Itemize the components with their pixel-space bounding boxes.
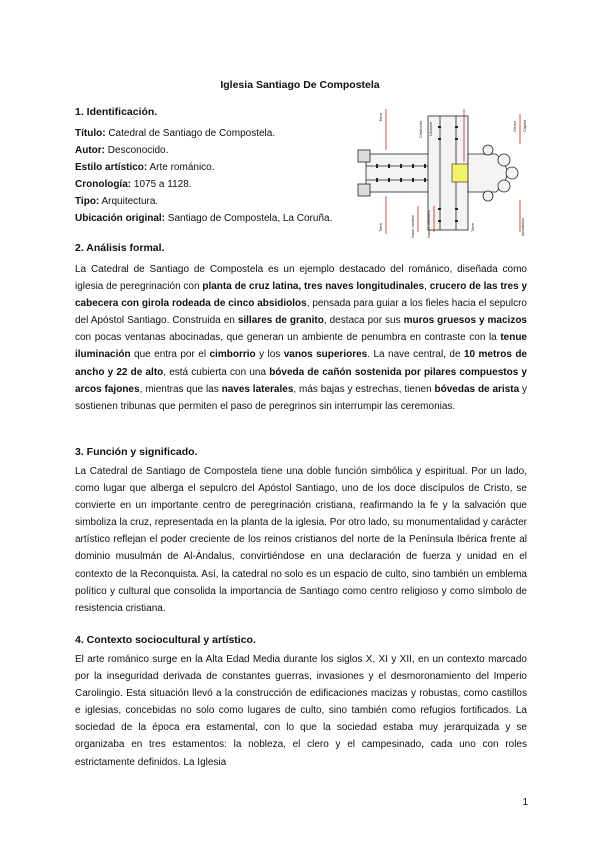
field-row (75, 176, 350, 193)
field-row (75, 142, 350, 159)
document-title: Iglesia Santiago De Compostela (220, 79, 380, 91)
section2-heading: 2. Análisis formal. (75, 242, 165, 254)
emphasis-text: vanos superiores (283, 349, 368, 361)
plan-label-capilla: Capilla (522, 119, 527, 132)
plan-label-torre-3: Torre (470, 222, 475, 232)
field-value: Arte románico. (149, 162, 215, 173)
section3-heading: 3. Función y significado. (75, 446, 198, 458)
plan-label-torre-1: Torre (378, 112, 383, 122)
emphasis-text: naves laterales (221, 383, 294, 395)
body-text: , está cubierta con una (163, 366, 270, 378)
emphasis-text: bóvedas de arista (434, 383, 520, 395)
field-label: Ubicación original: (75, 213, 166, 224)
field-row (75, 159, 350, 176)
plan-label-naves-laterales: Naves laterales (426, 210, 431, 238)
field-value: Arquitectura. (101, 196, 159, 207)
emphasis-text: crucero de las tres y cabecera con girola rodeada de cinco absidiolos (75, 281, 528, 310)
emphasis-text: 10 metros de ancho y 22 de alto (75, 349, 527, 378)
body-text: , mientras que las (139, 383, 222, 395)
plan-label-crucero: Crucero (428, 121, 433, 136)
body-text: . La nave central, de (367, 349, 464, 361)
identification-fields (75, 125, 350, 227)
plan-label-torre-2: Torre (378, 222, 383, 232)
field-label: Tipo: (75, 196, 100, 207)
section4-body: El arte románico surge en la Alta Edad Media durante los siglos X, XI y XII, en un contexto marcado por la inseguridad derivada de constantes guerras, invasiones y el desmoronamiento del Imperio Carolingio. Esta situación llevó a la construcción de edificaciones macizas y robustas, como castillos e iglesias, concebidas no solo como lugares de culto, sino también como refugios fortificados. La sociedad de la época era estamental, con lo que la sociedad estaba muy jerarquizada y se organizaba en tres estamentos: la nobleza, el clero y el campesinado, cada uno con roles estrictamente definidos. La Iglesia (75, 654, 527, 768)
field-value: Desconocido. (107, 145, 169, 156)
body-text: que entra por el (130, 349, 210, 361)
body-text: , (424, 281, 430, 293)
section3-body: La Catedral de Santiago de Compostela tiene una doble función simbólica y espiritual. Por un lado, como lugar que alberga el sepulcro del Apóstol Santiago, uno de los doce discípulos de Cristo, se convierte en un importante centro de peregrinación cristiana, reafirmando la fe y la salvación que simboliza la cruz, representada en la planta de la iglesia. Por otro lado, su monumentalidad y carácter artístico reflejan el poder creciente de los reinos cristianos del norte de la Península Ibérica frente al dominio musulmán de Al-Ándalus, convirtiéndose en una declaración de fuerza y unidad en el contexto de la Reconquista. Así, la catedral no solo es un espacio de culto, sino también un emblema político y cultural que consolida la importancia de Santiago como centro religioso y como símbolo de resistencia cristiana. (75, 466, 527, 614)
field-value: Catedral de Santiago de Compostela. (108, 128, 276, 139)
field-label: Título: (75, 128, 106, 139)
field-label: Estilo artístico: (75, 162, 148, 173)
emphasis-text: planta de cruz latina, tres naves longitudinales (202, 281, 425, 293)
field-value: 1075 a 1128. (133, 179, 192, 190)
emphasis-text: muros gruesos y macizos (403, 315, 527, 327)
plan-label-nave-central: Nave central (410, 215, 415, 238)
page-number: 1 (522, 797, 528, 808)
emphasis-text: cimborrio (209, 349, 256, 361)
field-row (75, 193, 350, 210)
field-label: Cronología: (75, 179, 132, 190)
section4-heading: 4. Contexto sociocultural y artístico. (75, 634, 256, 646)
field-label: Autor: (75, 145, 105, 156)
plan-label-cimborrio: Cimborrio (418, 120, 423, 138)
plan-label-girola: Giróla (512, 121, 517, 132)
body-text: , pensada para guiar a los fieles hacia el sepulcro del Apóstol Santiago. Construida en (75, 298, 527, 327)
field-row (75, 125, 350, 142)
field-row (75, 210, 350, 227)
emphasis-text: bóveda de cañón sostenida por pilares compuestos y arcos fajones (75, 366, 527, 395)
field-value: Santiago de Compostela, La Coruña. (167, 213, 333, 224)
body-text: y sostienen tribunas que permiten el paso de peregrinos sin interrumpir las ceremonias. (75, 383, 528, 412)
emphasis-text: sillares de granito (237, 315, 324, 327)
plan-label-absidiolos: Absidiolos (520, 217, 525, 236)
section1-heading: 1. Identificación. (75, 106, 158, 118)
body-text: La Catedral de Santiago de Compostela es un ejemplo destacado del románico, diseñada como iglesia de peregrinación con (75, 264, 527, 293)
section2-body (75, 261, 527, 415)
emphasis-text: tenue iluminación (75, 332, 527, 361)
body-text: con pocas ventanas abocinadas, que generan un ambiente de penumbra en contraste con la (75, 332, 501, 344)
body-text: , destaca por sus (323, 315, 404, 327)
body-text: y los (255, 349, 284, 361)
cathedral-floor-plan (356, 104, 534, 246)
body-text: , más bajas y estrechas, tienen (293, 383, 435, 395)
